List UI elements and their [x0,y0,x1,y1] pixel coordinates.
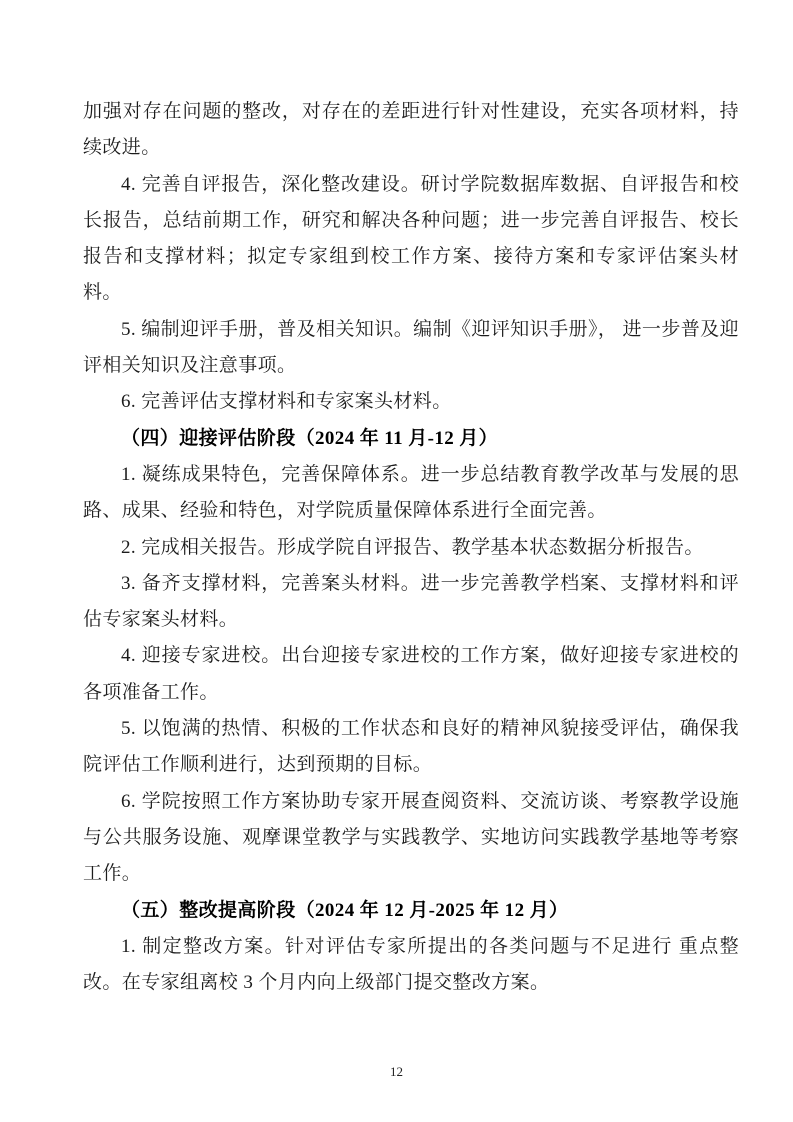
page-body [83,94,739,1001]
paragraph-item-4b: 4. 迎接专家进校。出台迎接专家进校的工作方案，做好迎接专家进校的各项准备工作。 [83,645,739,703]
paragraph-item-5: 5. 编制迎评手册，普及相关知识。编制《迎评知识手册》， 进一步普及迎评相关知识及注意事项。 [83,318,739,377]
paragraph-item-3: 3. 备齐支撑材料，完善案头材料。进一步完善教学档案、支撑材料和评估专家案头材料。 [83,572,739,631]
paragraph-item-1: 1. 凝练成果特色，完善保障体系。进一步总结教育教学改革与发展的思路、成果、经验和特色，对学院质量保障体系进行全面完善。 [83,463,739,522]
paragraph-item-6: 6. 完善评估支撑材料和专家案头材料。 [121,391,452,413]
section-heading-stage-5: （五）整改提高阶段（2024 年 12 月-2025 年 12 月） [121,899,569,921]
paragraph-item-6b: 6. 学院按照工作方案协助专家开展查阅资料、交流访谈、考察教学设施与公共服务设施、观摩课堂教学与实践教学、实地访问实践教学基地等考察工作。 [83,790,739,885]
section-heading-stage-4: （四）迎接评估阶段（2024 年 11 月-12 月） [121,427,499,449]
page-number: 12 [390,1064,403,1079]
paragraph-item-1b: 1. 制定整改方案。针对评估专家所提出的各类问题与不足进行 重点整改。在专家组离校 3 个月内向上级部门提交整改方案。 [83,935,739,994]
paragraph-continuation: 加强对存在问题的整改，对存在的差距进行针对性建设，充实各项材料，持续改进。 [83,101,739,159]
paragraph-item-4: 4. 完善自评报告，深化整改建设。研讨学院数据库数据、自评报告和校长报告，总结前期工作，研究和解决各种问题；进一步完善自评报告、校长报告和支撑材料；拟定专家组到校工作方案、接待方案和专家评估案头材料。 [83,173,739,304]
paragraph-item-2: 2. 完成相关报告。形成学院自评报告、教学基本状态数据分析报告。 [121,536,704,558]
paragraph-item-5b: 5. 以饱满的热情、积极的工作状态和良好的精神风貌接受评估，确保我院评估工作顺利进行，达到预期的目标。 [83,718,739,776]
